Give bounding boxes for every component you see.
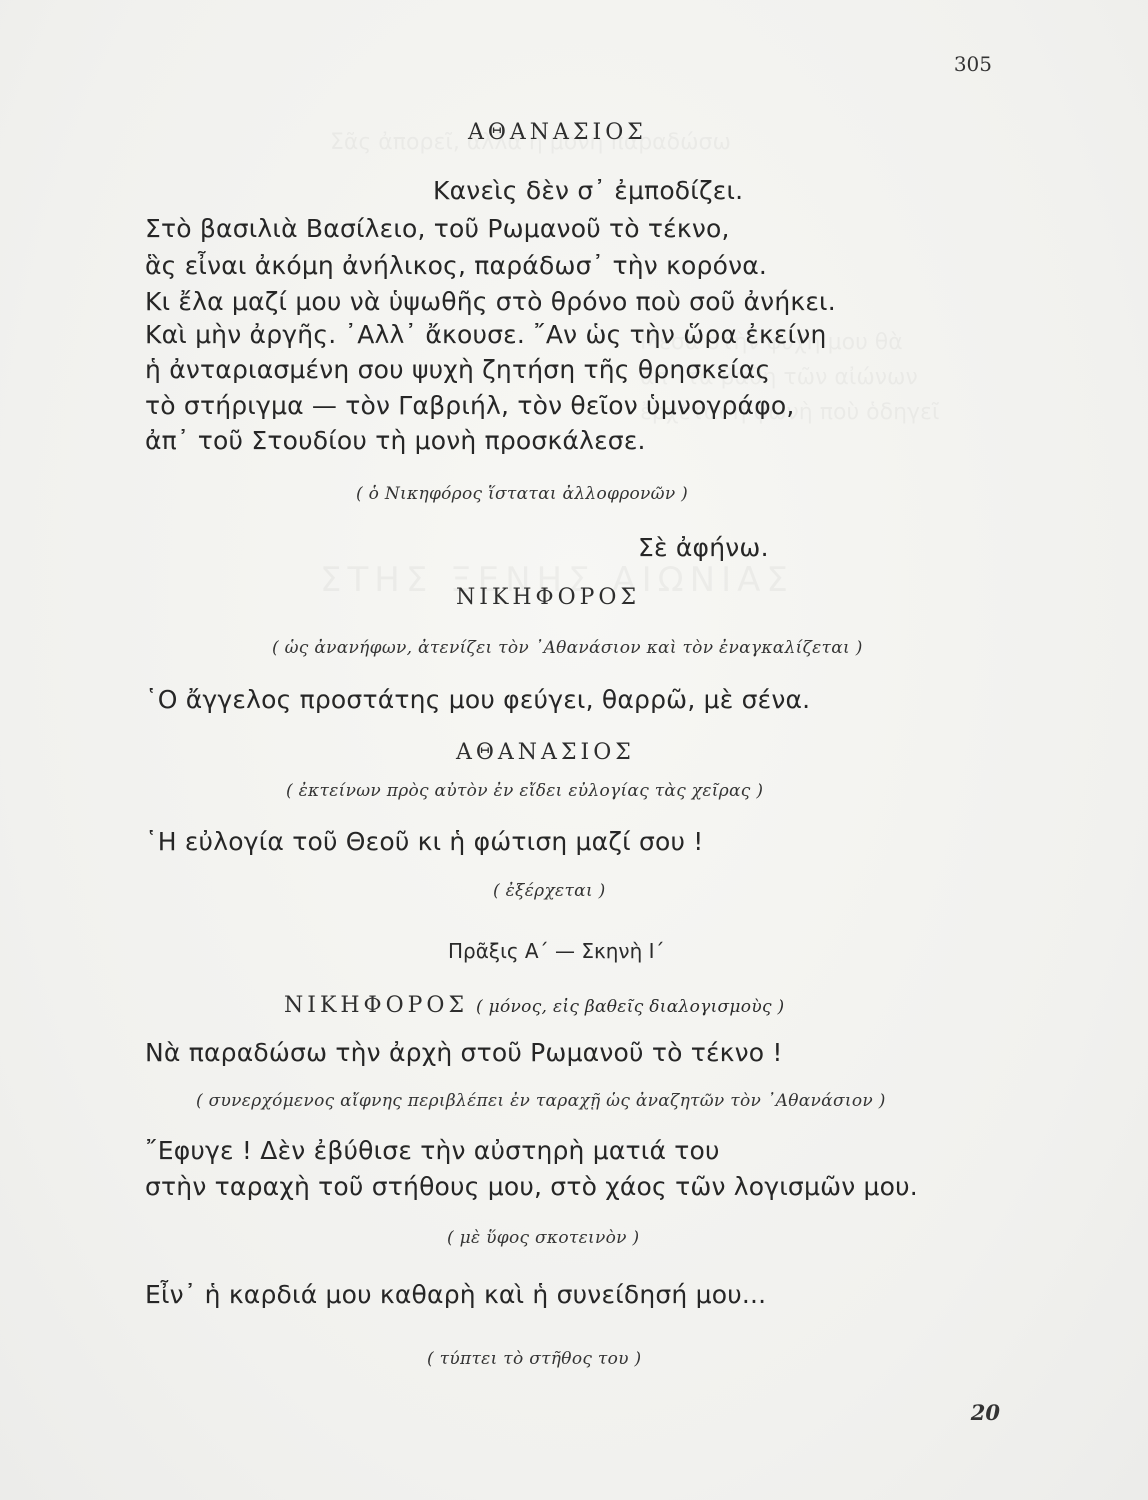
- verse-line: Κανεὶς δὲν σ᾿ ἐμποδίζει.: [433, 176, 744, 205]
- stage-direction: ( μὲ ὕφος σκοτεινὸν ): [447, 1228, 640, 1248]
- verse-line: τὸ στήριγμα — τὸν Γαβριήλ, τὸν θεῖον ὑμνογράφο,: [145, 391, 795, 420]
- verse-line: ῾Η εὐλογία τοῦ Θεοῦ κι ἡ φώτιση μαζί σου !: [145, 827, 704, 856]
- stage-direction: ( μόνος, εἰς βαθεῖς διαλογισμοὺς ): [476, 997, 785, 1017]
- speaker-name: ΑΘΑΝΑΣΙΟΣ: [468, 120, 647, 145]
- signature-number: 20: [970, 1400, 1000, 1425]
- stage-direction: ( ἐξέρχεται ): [493, 881, 606, 901]
- verse-line: Κι ἔλα μαζί μου νὰ ὑψωθῆς στὸ θρόνο ποὺ σοῦ ἀνήκει.: [145, 287, 836, 316]
- stage-direction: ( ἐκτείνων πρὸς αὐτὸν ἐν εἴδει εὐλογίας τὰς χεῖρας ): [286, 781, 764, 801]
- verse-line: Εἶν᾿ ἡ καρδιά μου καθαρὴ καὶ ἡ συνείδησή μου...: [145, 1280, 767, 1309]
- speaker-name: ΑΘΑΝΑΣΙΟΣ: [456, 740, 635, 765]
- verse-line: στὴν ταραχὴ τοῦ στήθους μου, στὸ χάος τῶν λογισμῶν μου.: [145, 1172, 918, 1201]
- stage-direction: ( ὡς ἀνανήφων, ἀτενίζει τὸν ᾿Αθανάσιον καὶ τὸν ἐναγκαλίζεται ): [272, 638, 863, 658]
- stage-direction: ( συνερχόμενος αἴφνης περιβλέπει ἐν ταραχῇ ὡς ἀναζητῶν τὸν ᾿Αθανάσιον ): [196, 1091, 886, 1111]
- verse-line: ἃς εἶναι ἀκόμη ἀνήλικος, παράδωσ᾿ τὴν κορόνα.: [145, 251, 768, 280]
- scene-heading: Πρᾶξις Α΄ — Σκηνὴ Ι΄: [448, 939, 665, 963]
- speaker-line: [284, 993, 784, 1018]
- verse-line: Καὶ μὴν ἀργῆς. ᾿Αλλ᾿ ἄκουσε. ῎Αν ὡς τὴν ὥρα ἐκείνη: [145, 320, 827, 349]
- verse-line: Σὲ ἀφήνω.: [638, 533, 769, 562]
- verse-line: Νὰ παραδώσω τὴν ἀρχὴ στοῦ Ρωμανοῦ τὸ τέκνο !: [145, 1038, 783, 1067]
- page-number: 305: [953, 52, 992, 76]
- verse-line: ἀπ᾿ τοῦ Στουδίου τὴ μονὴ προσκάλεσε.: [145, 426, 646, 455]
- stage-direction: ( τύπτει τὸ στῆθος του ): [427, 1349, 642, 1369]
- verse-line: ῾Ο ἄγγελος προστάτης μου φεύγει, θαρρῶ, μὲ σένα.: [145, 685, 811, 714]
- verse-line: ἡ ἀνταριασμένη σου ψυχὴ ζητήση τῆς θρησκείας: [145, 355, 771, 384]
- verse-line: Στὸ βασιλιὰ Βασίλειο, τοῦ Ρωμανοῦ τὸ τέκνο,: [145, 214, 730, 243]
- speaker-name: ΝΙΚΗΦΟΡΟΣ: [284, 993, 469, 1018]
- stage-direction: ( ὁ Νικηφόρος ἵσταται ἀλλοφρονῶν ): [356, 484, 689, 504]
- speaker-name: ΝΙΚΗΦΟΡΟΣ: [456, 585, 641, 610]
- verse-line: ῎Εφυγε ! Δὲν ἐβύθισε τὴν αὐστηρὴ ματιά του: [145, 1136, 720, 1165]
